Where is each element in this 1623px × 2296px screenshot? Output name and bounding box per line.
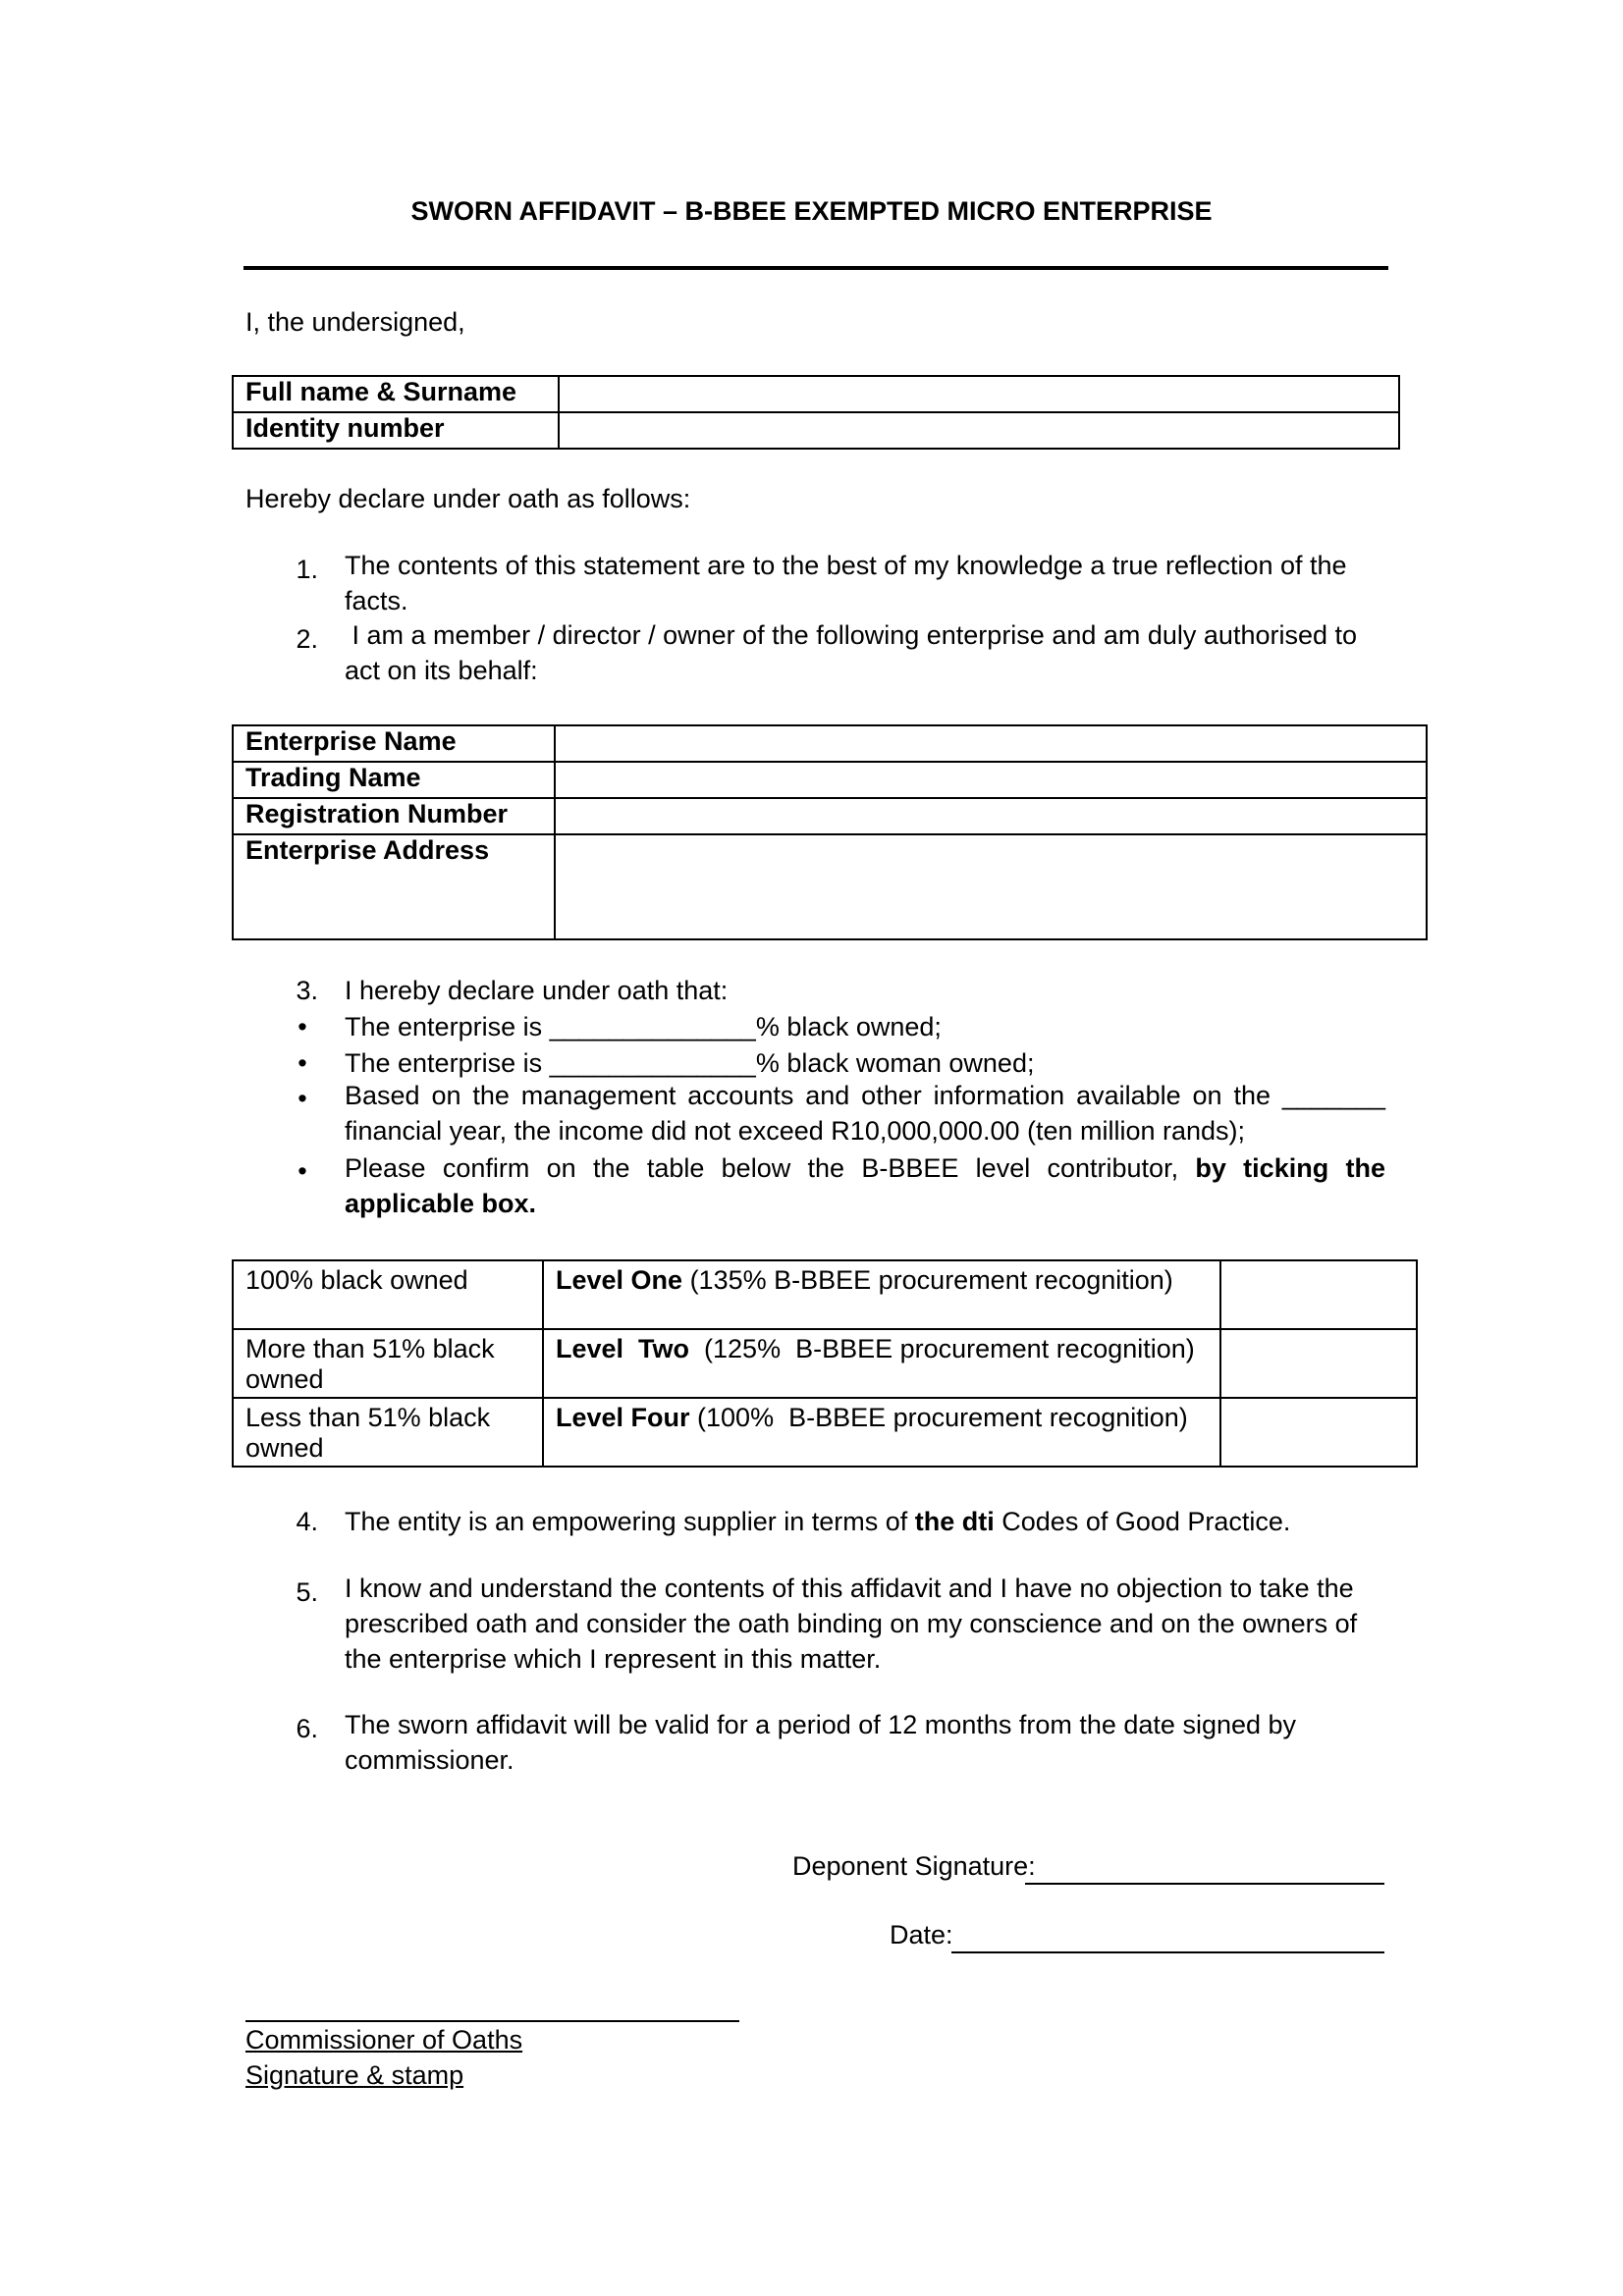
trading-name-label: Trading Name bbox=[233, 762, 555, 798]
item-number: 2. bbox=[296, 624, 318, 654]
bullet-icon: • bbox=[298, 1012, 307, 1041]
level-recognition: (125% B-BBEE procurement recognition) bbox=[689, 1334, 1195, 1363]
person-details-table bbox=[232, 375, 1400, 450]
item-3-text: I hereby declare under oath that: bbox=[345, 976, 729, 1005]
item-4-post: Codes of Good Practice. bbox=[994, 1507, 1291, 1536]
black-woman-owned-percent-line: The enterprise is ______________% black woman owned; bbox=[345, 1048, 1035, 1078]
deponent-signature-label: Deponent Signature: bbox=[792, 1851, 1044, 1881]
enterprise-address-label: Enterprise Address bbox=[233, 834, 555, 939]
level-name: Level One bbox=[556, 1265, 683, 1295]
enterprise-name-field[interactable] bbox=[555, 725, 1427, 762]
item-2-text: I am a member / director / owner of the following enterprise and am duly authorised to act on its behalf: bbox=[345, 620, 1365, 685]
ownership-cell: More than 51% black owned bbox=[233, 1329, 543, 1398]
ownership-cell: 100% black owned bbox=[233, 1260, 543, 1329]
level-name: Level Two bbox=[556, 1334, 690, 1363]
item-5-text: I know and understand the contents of this affidavit and I have no objection to take the prescribed oath and consider the oath binding on my conscience and on the owners of the enterprise which I represent in this matter. bbox=[345, 1574, 1358, 1674]
commissioner-label: Commissioner of Oaths bbox=[245, 2025, 523, 2055]
item-1-text: The contents of this statement are to the best of my knowledge a true reflection of the facts. bbox=[345, 551, 1347, 615]
level-recognition: (100% B-BBEE procurement recognition) bbox=[689, 1403, 1188, 1432]
item-number: 5. bbox=[296, 1577, 318, 1607]
full-name-label: Full name & Surname bbox=[233, 376, 559, 412]
confirm-level-instruction bbox=[345, 1150, 1385, 1221]
bbbee-level-table bbox=[232, 1259, 1418, 1468]
level-two-tick-box[interactable] bbox=[1220, 1329, 1417, 1398]
bullet-icon: • bbox=[298, 1048, 307, 1078]
intro-text: I, the undersigned, bbox=[245, 307, 465, 337]
level-cell bbox=[543, 1329, 1220, 1398]
deponent-signature-line[interactable] bbox=[1025, 1883, 1384, 1885]
title-rule bbox=[243, 266, 1388, 270]
item-4-pre: The entity is an empowering supplier in terms of bbox=[345, 1507, 915, 1536]
commissioner-stamp-label: Signature & stamp bbox=[245, 2060, 464, 2090]
table-row bbox=[233, 834, 1427, 939]
item-6-text: The sworn affidavit will be valid for a period of 12 months from the date signed by commissioner. bbox=[345, 1710, 1297, 1775]
table-row bbox=[233, 412, 1399, 449]
level-four-tick-box[interactable] bbox=[1220, 1398, 1417, 1467]
registration-number-label: Registration Number bbox=[233, 798, 555, 834]
black-owned-percent-line: The enterprise is ______________% black owned; bbox=[345, 1012, 942, 1041]
item-number: 3. bbox=[296, 976, 318, 1005]
commissioner-signature-line[interactable] bbox=[245, 2020, 739, 2022]
confirm-level-text: Please confirm on the table below the B-BBEE level contributor, bbox=[345, 1153, 1196, 1183]
date-line[interactable] bbox=[951, 1951, 1384, 1953]
identity-number-label: Identity number bbox=[233, 412, 559, 449]
table-row bbox=[233, 1260, 1417, 1329]
item-4-emphasis: the dti bbox=[914, 1507, 995, 1536]
bullet-icon: • bbox=[298, 1084, 307, 1113]
enterprise-name-label: Enterprise Name bbox=[233, 725, 555, 762]
ownership-cell: Less than 51% black owned bbox=[233, 1398, 543, 1467]
table-row bbox=[233, 762, 1427, 798]
income-declaration-line: Based on the management accounts and other information available on the _______ financial year, the income did not exceed R10,000,000.00 (ten million rands); bbox=[345, 1081, 1385, 1146]
table-row bbox=[233, 376, 1399, 412]
enterprise-details-table bbox=[232, 724, 1428, 940]
full-name-field[interactable] bbox=[559, 376, 1399, 412]
trading-name-field[interactable] bbox=[555, 762, 1427, 798]
bullet-icon: • bbox=[298, 1156, 307, 1186]
item-4-text bbox=[345, 1507, 1290, 1537]
item-number: 4. bbox=[296, 1507, 318, 1536]
level-name: Level Four bbox=[556, 1403, 690, 1432]
table-row bbox=[233, 1398, 1417, 1467]
table-row bbox=[233, 1329, 1417, 1398]
document-title: SWORN AFFIDAVIT – B-BBEE EXEMPTED MICRO ENTERPRISE bbox=[410, 196, 1213, 226]
level-cell bbox=[543, 1260, 1220, 1329]
level-one-tick-box[interactable] bbox=[1220, 1260, 1417, 1329]
item-number: 1. bbox=[296, 555, 318, 584]
identity-number-field[interactable] bbox=[559, 412, 1399, 449]
enterprise-address-field[interactable] bbox=[555, 834, 1427, 939]
item-number: 6. bbox=[296, 1714, 318, 1743]
confirm-level-emphasis: by ticking the applicable box. bbox=[345, 1153, 1385, 1218]
date-label: Date: bbox=[890, 1920, 953, 1949]
level-recognition: (135% B-BBEE procurement recognition) bbox=[682, 1265, 1173, 1295]
table-row bbox=[233, 798, 1427, 834]
table-row bbox=[233, 725, 1427, 762]
level-cell bbox=[543, 1398, 1220, 1467]
declare-intro: Hereby declare under oath as follows: bbox=[245, 484, 691, 513]
registration-number-field[interactable] bbox=[555, 798, 1427, 834]
